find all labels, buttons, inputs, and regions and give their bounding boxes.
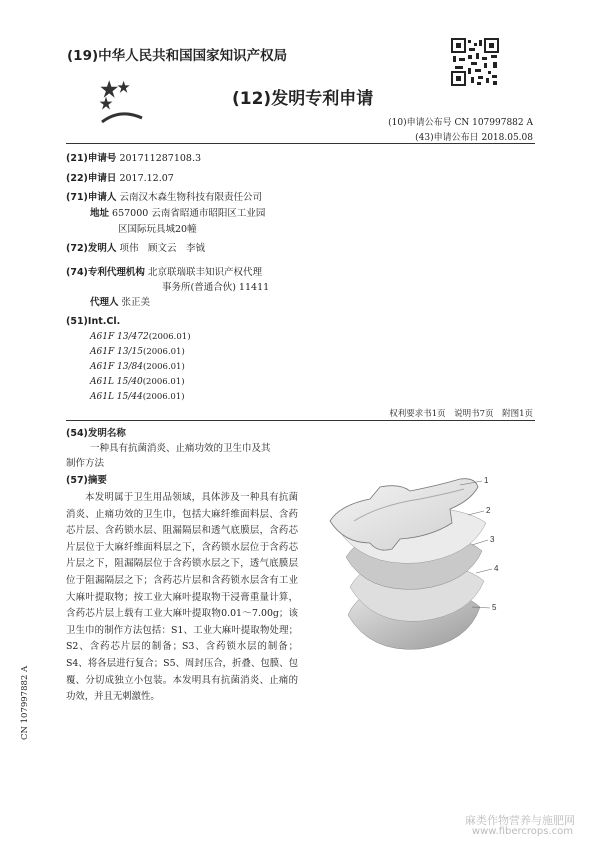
address-line-1: 657000 云南省昭通市昭阳区工业园	[112, 208, 266, 219]
patent-agent-value: 张正美	[121, 297, 151, 308]
document-type-title: (12)发明专利申请	[232, 89, 374, 109]
address-label: 地址	[90, 208, 110, 219]
issuing-office: (19)中华人民共和国国家知识产权局	[67, 48, 288, 64]
invention-name-line-1: 一种具有抗菌消炎、止痛功效的卫生巾及其	[90, 443, 271, 454]
biblio-divider	[66, 420, 535, 421]
ipc-entry	[90, 376, 185, 387]
header-divider	[66, 143, 535, 144]
invention-name-heading: (54)发明名称	[66, 428, 126, 439]
applicant	[66, 189, 262, 203]
ipc-code: A61F 13/472	[90, 332, 149, 342]
patent-agency-line-1: 北京联瑞联丰知识产权代理	[147, 267, 262, 278]
ipc-version: (2006.01)	[142, 392, 185, 402]
ipc-entry	[90, 331, 191, 342]
ipc-version: (2006.01)	[142, 377, 185, 387]
patent-agency-label: (74)专利代理机构	[66, 267, 145, 278]
ipc-entry	[90, 346, 185, 357]
patent-agent-label: 代理人	[90, 297, 119, 308]
invention-name-line-2: 制作方法	[66, 458, 105, 469]
figure-label: 4	[494, 564, 499, 573]
figure-label: 1	[484, 476, 489, 485]
ipc-version: (2006.01)	[143, 347, 185, 357]
patent-agency	[66, 264, 262, 278]
publication-date-label: (43)申请公布日	[415, 133, 479, 143]
address-line-2: 区国际玩具城20幢	[118, 224, 197, 235]
application-date-label: (22)申请日	[66, 173, 117, 184]
publication-date-value: 2018.05.08	[481, 133, 533, 143]
application-number	[66, 150, 201, 164]
ipc-version: (2006.01)	[143, 362, 185, 372]
ipc-version: (2006.01)	[148, 332, 191, 342]
figure-label: 2	[486, 506, 491, 515]
address	[90, 205, 265, 219]
publication-date	[415, 130, 533, 143]
application-number-label: (21)申请号	[66, 153, 117, 164]
applicant-value: 云南汉木森生物科技有限责任公司	[119, 192, 262, 203]
ipc-entry	[90, 391, 185, 402]
ipc-code: A61F 13/15	[90, 347, 143, 357]
application-date-value: 2017.12.07	[119, 173, 174, 184]
cnipa-logo-icon	[96, 78, 144, 124]
patent-agent	[90, 294, 150, 308]
publication-number	[388, 115, 533, 128]
page-count: 权利要求书1页 说明书7页 附图1页	[389, 409, 533, 419]
side-publication-number: CN 107997882 A	[20, 665, 30, 740]
ipc-heading: (51)Int.Cl.	[66, 316, 121, 327]
application-date	[66, 170, 174, 184]
applicant-label: (71)申请人	[66, 192, 117, 203]
figure-label: 3	[490, 535, 495, 544]
inventors-value: 项伟 顾文云 李钺	[119, 243, 205, 254]
patent-agency-line-2: 事务所(普通合伙) 11411	[162, 282, 270, 293]
publication-number-value: CN 107997882 A	[454, 118, 533, 128]
watermark-site-name: 麻类作物营养与施肥网	[465, 814, 575, 827]
abstract-heading: (57)摘要	[66, 475, 107, 486]
abstract-body	[66, 490, 298, 706]
sanitary-pad-layers-figure	[300, 465, 525, 665]
inventors-label: (72)发明人	[66, 243, 117, 254]
publication-number-label: (10)申请公布号	[388, 118, 452, 128]
inventors	[66, 240, 205, 254]
qr-code-icon	[451, 38, 499, 86]
watermark-url: www.fibercrops.com	[471, 826, 573, 837]
abstract-text: 本发明属于卫生用品领域，具体涉及一种具有抗菌消炎、止痛功效的卫生巾，包括大麻纤维面料层、含药芯片层、含药锁水层、阻漏隔层和透气底膜层，含药芯片层位于大麻纤维面料层之下，含药锁水层位于含药芯片层之下，阻漏隔层位于含药锁水层之下，透气底膜层位于阻漏隔层之下；含药芯片层和含药锁水层含有工业大麻叶提取物；按工业大麻叶提取物干浸膏重量计算，含药芯片层上载有工业大麻叶提取物0.01～7.00g；该卫生巾的制作方法包括：S1、工业大麻叶提取物处理；S2、含药芯片层的制备；S3、含药锁水层的制备；S4、将各层进行复合；S5、周封压合，折叠、包膜、包覆、分切成独立小包装。本发明具有抗菌消炎、止痛的功效，并且无刺激性。	[66, 492, 298, 703]
ipc-code: A61L 15/40	[90, 377, 143, 387]
figure-label: 5	[492, 603, 497, 612]
application-number-value: 201711287108.3	[119, 153, 202, 164]
ipc-code: A61F 13/84	[90, 362, 143, 372]
ipc-entry	[90, 361, 185, 372]
ipc-code: A61L 15/44	[90, 392, 143, 402]
